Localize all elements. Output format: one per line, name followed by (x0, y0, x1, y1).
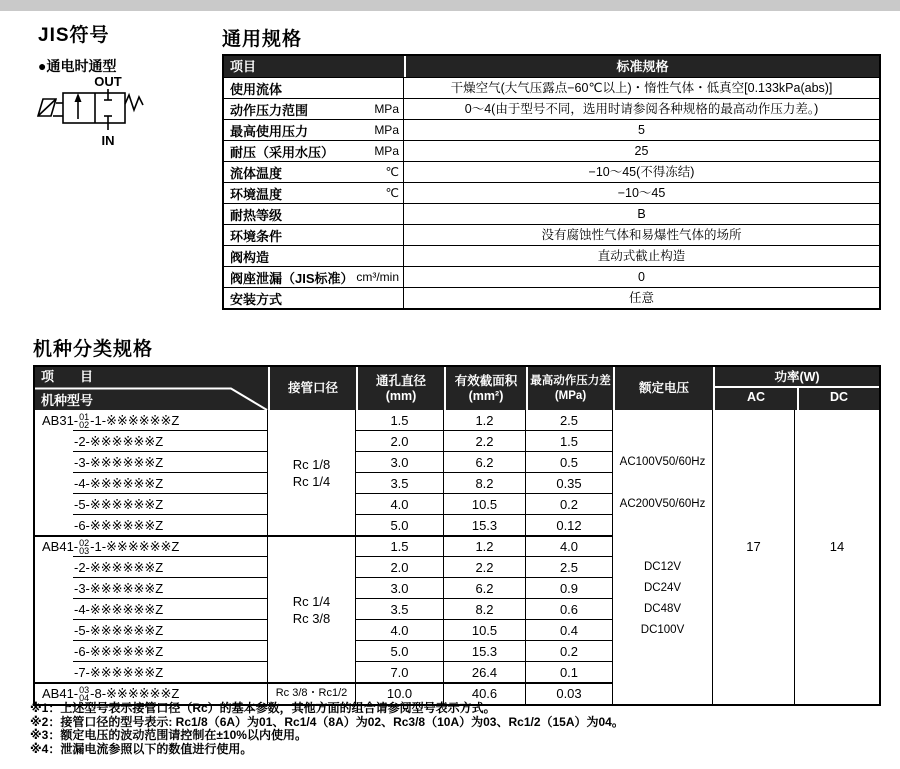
model-variant-bottom: 04 (79, 692, 90, 703)
model-number-cell (35, 431, 268, 452)
bore-value-cell: 4.0 (356, 620, 444, 641)
spec-item-cell (224, 225, 404, 245)
model-suffix: -4-※※※※※※Z (74, 475, 164, 491)
model-spec-title: 机种分类规格 (33, 339, 154, 360)
model-number-cell (35, 494, 268, 515)
model-variant-bottom: 03 (79, 545, 90, 556)
spec-row (224, 119, 879, 140)
power-dc-cell-value: 14 (829, 539, 845, 554)
voltage-value: AC200V50/60Hz (619, 498, 706, 510)
port-out-label: OUT (94, 74, 122, 89)
header-rated-voltage: 额定电压 (613, 367, 713, 410)
model-prefix: AB41- (42, 686, 79, 701)
header-item-model-cell (35, 367, 268, 410)
spec-item-cell (224, 99, 404, 119)
spec-item-label: 阀构造 (230, 249, 270, 265)
model-prefix: AB41- (42, 539, 79, 554)
model-spec-section (33, 334, 881, 706)
header-bore-line1: 通孔直径 (375, 373, 426, 388)
header-standard-column: 标准规格 (404, 56, 879, 77)
spec-row (224, 161, 879, 182)
pressure-value-cell: 0.2 (526, 641, 613, 662)
spec-value: 0～4(由于型号不同，选用时请参阅各种规格的最高动作压力差。) (464, 101, 819, 116)
spec-item-label: 阀座泄漏（JIS标准） (230, 270, 354, 286)
area-value-cell: 1.2 (444, 410, 526, 431)
bore-value-cell: 4.0 (356, 494, 444, 515)
spec-row (224, 287, 879, 308)
power-ac-cell-value: 17 (746, 539, 761, 554)
spec-unit-label: MPa (374, 102, 399, 116)
model-number-cell (35, 557, 268, 578)
model-suffix: -6-※※※※※※Z (74, 517, 164, 533)
spec-value: 5 (638, 122, 645, 137)
area-value-cell: 2.2 (444, 431, 526, 452)
model-suffix: -7-※※※※※※Z (74, 664, 164, 680)
model-suffix: -3-※※※※※※Z (74, 454, 164, 470)
voltage-value: DC48V (643, 603, 682, 615)
model-number-cell (35, 473, 268, 494)
general-spec-header-row (224, 56, 879, 77)
port-size-value: Rc 1/4 (292, 593, 331, 609)
port-size-cell (268, 536, 356, 683)
spec-item-label: 环境条件 (230, 228, 283, 244)
spec-row (224, 98, 879, 119)
area-value-cell: 1.2 (444, 536, 526, 557)
spec-unit-label: ℃ (385, 186, 399, 200)
pressure-value-cell: 0.03 (526, 683, 613, 704)
model-number-cell (35, 515, 268, 536)
pressure-value-cell: 4.0 (526, 536, 613, 557)
model-number-cell (35, 536, 268, 557)
bore-value-cell: 2.0 (356, 557, 444, 578)
spec-item-label: 最高使用压力 (230, 123, 309, 139)
spec-item-cell (224, 267, 404, 287)
header-power-ac: AC (746, 390, 766, 404)
block-divider (35, 535, 613, 537)
spec-item-label: 耐压（采用水压） (230, 144, 335, 160)
model-suffix: -2-※※※※※※Z (74, 433, 164, 449)
pressure-value-cell: 0.12 (526, 515, 613, 536)
spec-item-cell (224, 246, 404, 266)
spec-item-cell (224, 204, 404, 224)
model-suffix: -5-※※※※※※Z (74, 496, 164, 512)
header-area-unit: (mm²) (468, 388, 504, 403)
port-size-value: Rc 1/8 (292, 457, 331, 472)
spec-unit-label: ℃ (385, 165, 399, 179)
pressure-value-cell: 0.2 (526, 494, 613, 515)
spec-item-cell (224, 162, 404, 182)
footnote-line: ※1：上述型号表示接管口径（Rc）的基本参数，其他方面的组合请参阅型号表示方式。 (30, 701, 496, 715)
power-dc-cell (795, 410, 879, 704)
pressure-value-cell: 0.5 (526, 452, 613, 473)
block-divider (35, 682, 613, 684)
footnotes (30, 702, 870, 756)
bore-value-cell: 2.0 (356, 431, 444, 452)
bore-value-cell: 5.0 (356, 515, 444, 536)
header-area-line1: 有效截面积 (454, 373, 518, 388)
spec-value: B (637, 206, 646, 221)
footnote-line: ※2：接管口径的型号表示: Rc1/8（6A）为01、Rc1/4（8A）为02、Rc3/8（10A）为03、Rc1/2（15A）为04。 (30, 714, 624, 729)
pressure-value-cell: 0.35 (526, 473, 613, 494)
power-ac-cell (713, 410, 795, 704)
spec-item-label: 耐热等级 (230, 207, 283, 223)
valve-schematic-icon (30, 64, 160, 156)
bore-value-cell: 10.0 (356, 683, 444, 704)
bore-value-cell: 7.0 (356, 662, 444, 683)
model-suffix: -3-※※※※※※Z (74, 580, 164, 596)
area-value-cell: 10.5 (444, 494, 526, 515)
spec-item-label: 动作压力范围 (230, 102, 309, 118)
header-power-label: 功率(W) (715, 367, 879, 388)
model-suffix: -4-※※※※※※Z (74, 601, 164, 617)
header-power (713, 367, 879, 410)
spec-row (224, 245, 879, 266)
model-suffix: -8-※※※※※※Z (90, 685, 180, 701)
spec-item-label: 安装方式 (230, 291, 283, 307)
header-item-label: 项 目 (41, 369, 94, 384)
spec-value: 没有腐蚀性气体和易爆性气体的场所 (541, 227, 742, 242)
general-spec-section (222, 24, 881, 310)
model-variant-bottom: 02 (79, 419, 90, 430)
model-number-cell (35, 578, 268, 599)
header-item-column: 项目 (224, 56, 404, 77)
model-spec-table (33, 365, 881, 706)
page-top-edge (0, 0, 900, 11)
bore-value-cell: 1.5 (356, 410, 444, 431)
spec-row (224, 224, 879, 245)
area-value-cell: 6.2 (444, 452, 526, 473)
model-number-cell (35, 641, 268, 662)
model-spec-header (35, 367, 879, 410)
spec-item-cell (224, 120, 404, 140)
model-suffix: -5-※※※※※※Z (74, 622, 164, 638)
model-suffix: -2-※※※※※※Z (74, 559, 164, 575)
general-spec-body (224, 77, 879, 308)
bore-value-cell: 3.0 (356, 452, 444, 473)
jis-symbol-section (38, 20, 218, 148)
area-value-cell: 6.2 (444, 578, 526, 599)
voltage-value: AC100V50/60Hz (619, 456, 706, 468)
spec-unit-label: cm³/min (356, 270, 399, 284)
area-value-cell: 2.2 (444, 557, 526, 578)
model-number-cell (35, 452, 268, 473)
general-spec-table (222, 54, 881, 310)
spec-item-cell (224, 183, 404, 203)
bore-value-cell: 1.5 (356, 536, 444, 557)
area-value-cell: 8.2 (444, 473, 526, 494)
port-in-label: IN (101, 133, 115, 148)
spec-value: 0 (638, 269, 645, 284)
voltage-value: DC100V (640, 624, 685, 636)
model-variant-stack (79, 686, 89, 702)
area-value-cell: 15.3 (444, 515, 526, 536)
bore-value-cell: 5.0 (356, 641, 444, 662)
spec-unit-label: MPa (374, 123, 399, 137)
header-model-label: 机种型号 (41, 393, 94, 408)
model-suffix: -6-※※※※※※Z (74, 643, 164, 659)
header-port-size: 接管口径 (268, 367, 356, 410)
pressure-value-cell: 1.5 (526, 431, 613, 452)
model-variant-stack (79, 539, 89, 555)
spec-value: 25 (634, 143, 649, 158)
area-value-cell: 10.5 (444, 620, 526, 641)
port-size-value: Rc 1/4 (292, 474, 331, 489)
model-number-cell (35, 620, 268, 641)
pressure-value-cell: 0.9 (526, 578, 613, 599)
model-spec-body (35, 410, 879, 704)
model-number-cell (35, 410, 268, 431)
pressure-value-cell: 0.1 (526, 662, 613, 683)
header-power-dc: DC (797, 388, 879, 410)
area-value-cell: 40.6 (444, 683, 526, 704)
spec-value: −10～45 (617, 185, 666, 200)
model-suffix: -1-※※※※※※Z (90, 412, 180, 428)
port-size-value: Rc 3/8・Rc1/2 (275, 687, 348, 699)
header-bore-diameter (356, 367, 444, 410)
header-effective-area (444, 367, 526, 410)
area-value-cell: 8.2 (444, 599, 526, 620)
port-size-cell (268, 410, 356, 536)
spec-item-cell (224, 141, 404, 161)
spec-row (224, 77, 879, 98)
bore-value-cell: 3.5 (356, 599, 444, 620)
footnote-line: ※4：泄漏电流参照以下的数值进行使用。 (30, 741, 253, 756)
spec-row (224, 182, 879, 203)
voltage-value: DC24V (643, 582, 682, 594)
voltage-value: DC12V (643, 561, 682, 573)
spec-value: 任意 (628, 290, 654, 305)
model-variant-top: 02 (79, 537, 90, 548)
pressure-value-cell: 2.5 (526, 410, 613, 431)
pressure-value-cell: 0.6 (526, 599, 613, 620)
model-number-cell (35, 662, 268, 683)
jis-section-title: JIS符号 (38, 25, 110, 46)
bore-value-cell: 3.5 (356, 473, 444, 494)
pressure-value-cell: 0.4 (526, 620, 613, 641)
spec-row (224, 266, 879, 287)
spec-item-cell (224, 78, 404, 98)
model-number-cell (35, 599, 268, 620)
area-value-cell: 26.4 (444, 662, 526, 683)
model-variant-top: 03 (79, 684, 90, 695)
port-size-value: Rc 3/8 (292, 610, 331, 626)
header-max-pressure-diff (526, 367, 613, 410)
spec-item-label: 流体温度 (230, 165, 283, 181)
spec-item-cell (224, 288, 404, 308)
pressure-value-cell: 2.5 (526, 557, 613, 578)
header-pressure-line1: 最高动作压力差 (530, 374, 611, 387)
spec-value: 干燥空气(大气压露点−60℃以上)・惰性气体・低真空[0.133kPa(abs)] (450, 80, 833, 95)
header-power-split (715, 388, 879, 410)
rated-voltage-cell (613, 410, 713, 704)
spec-item-label: 使用流体 (230, 81, 283, 97)
spec-unit-label: MPa (374, 144, 399, 158)
header-diagonal-divider (35, 367, 268, 410)
flow-arrow-head (75, 93, 82, 102)
model-suffix: -1-※※※※※※Z (90, 538, 180, 554)
jis-symbol-caption: ●通电时通型 (38, 58, 117, 74)
area-value-cell: 15.3 (444, 641, 526, 662)
spec-value: 直动式截止构造 (597, 248, 686, 263)
general-spec-title: 通用规格 (222, 29, 303, 50)
spec-item-label: 环境温度 (230, 186, 283, 202)
model-variant-top: 01 (79, 411, 90, 422)
spec-value: −10～45(不得冻结) (588, 164, 695, 179)
model-prefix: AB31- (42, 413, 79, 428)
bore-value-cell: 3.0 (356, 578, 444, 599)
header-pressure-unit: (MPa) (554, 389, 587, 402)
header-bore-unit: (mm) (385, 388, 417, 403)
spec-row (224, 203, 879, 224)
spec-row (224, 140, 879, 161)
model-variant-stack (79, 413, 89, 429)
footnote-line: ※3：额定电压的波动范围请控制在±10%以内使用。 (30, 728, 307, 742)
